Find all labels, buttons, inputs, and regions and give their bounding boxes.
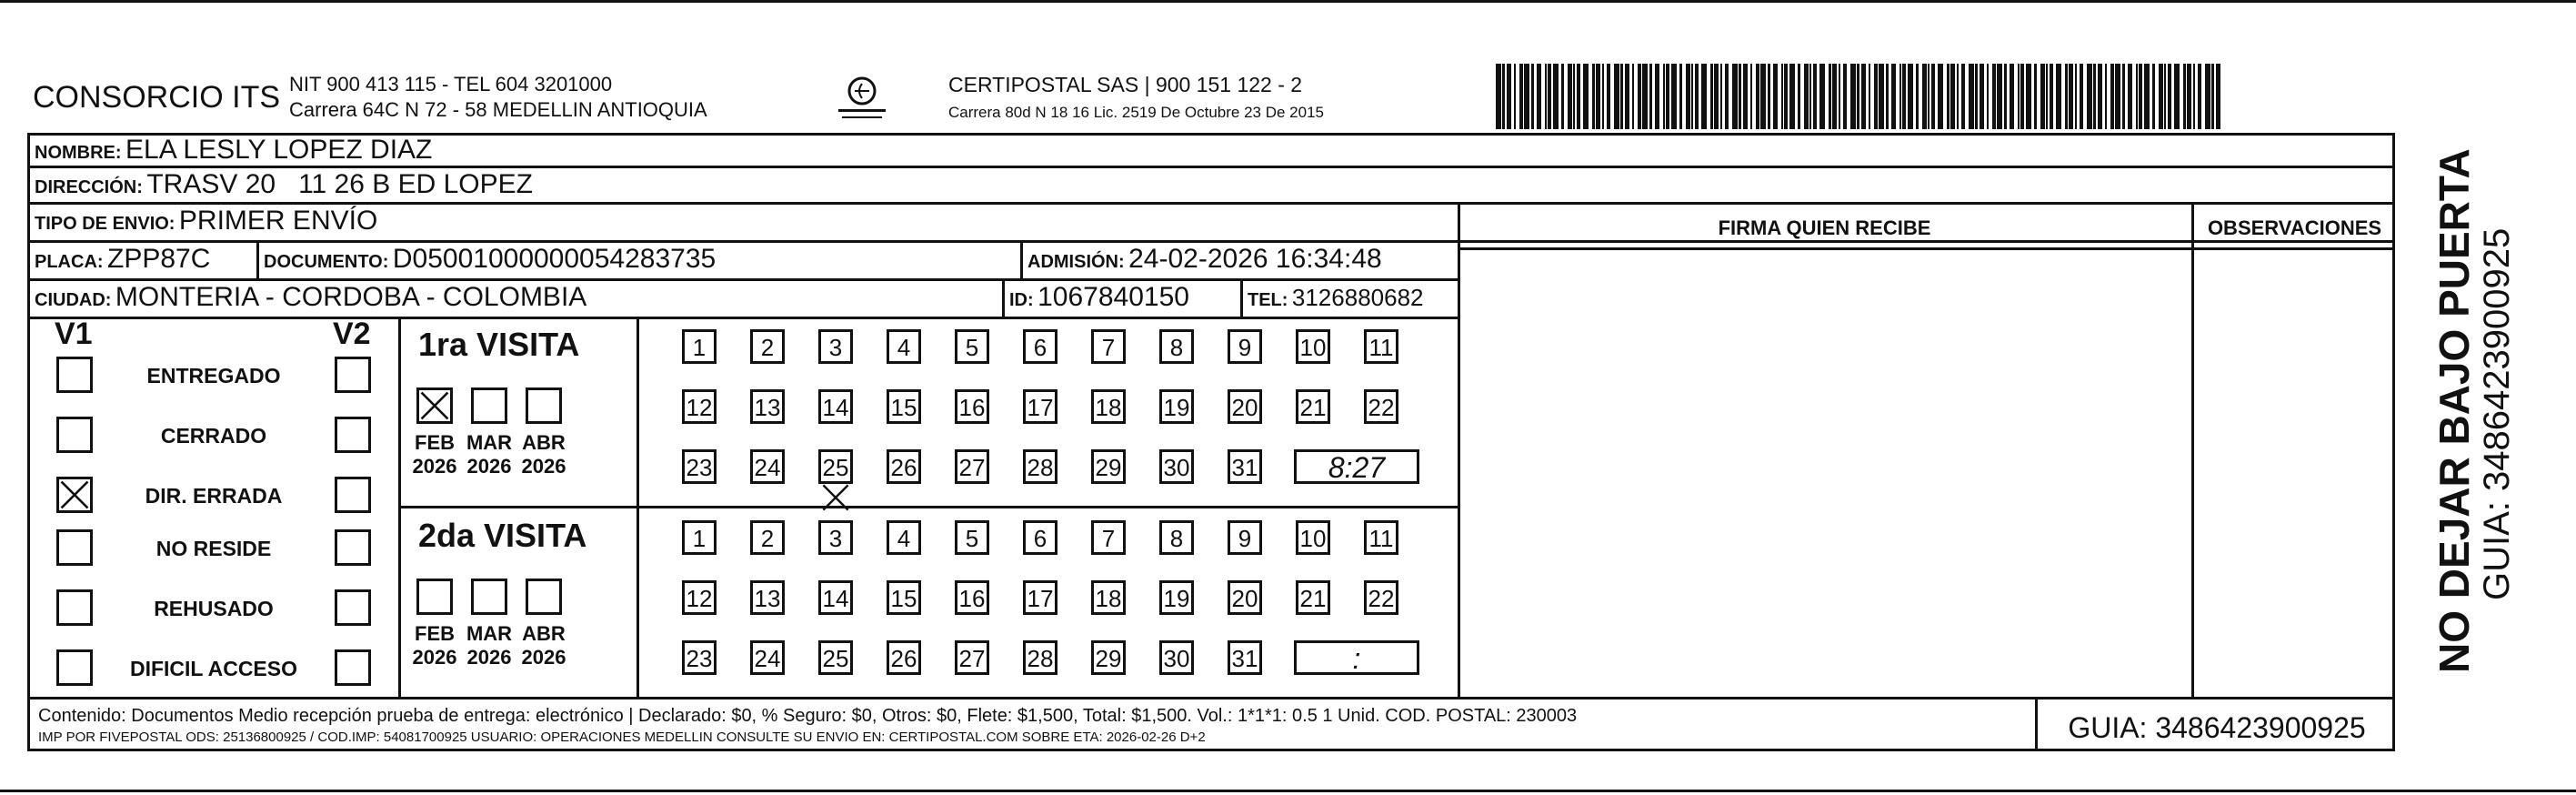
day-box[interactable]: 14 [818,389,853,424]
direccion-label: DIRECCIÓN: [35,177,143,197]
direccion-value: TRASV 20 11 26 B ED LOPEZ [146,169,533,199]
barcode-bar [2174,64,2180,129]
day-box[interactable]: 9 [1228,329,1262,364]
barcode-bar [1671,64,1677,129]
day-box[interactable]: 16 [955,580,989,615]
day-box[interactable]: 26 [887,449,921,484]
footer-guia: GUIA: 3486423900925 [2068,711,2366,744]
day-box[interactable]: 27 [955,449,989,484]
barcode-bar [1583,64,1589,129]
month-checkbox[interactable] [416,579,453,615]
firma-label: FIRMA QUIEN RECIBE [1718,216,1931,239]
day-box[interactable]: 22 [1364,389,1398,424]
day-box[interactable]: 2 [750,329,785,364]
barcode-bar [2164,64,2166,129]
status-v1-checkbox[interactable] [56,589,93,626]
barcode-bar [1663,64,1665,129]
barcode-bar [1850,64,1856,129]
status-v1-checkbox[interactable] [56,477,93,513]
month-name: FEB [415,622,455,645]
barcode-bar [1980,64,1984,129]
barcode-bar [1997,64,2002,129]
month-checkbox[interactable] [471,579,507,615]
barcode-bar [1655,64,1659,129]
barcode-bar [2198,64,2201,129]
barcode-bar [2205,64,2210,129]
status-v2-checkbox[interactable] [335,649,371,686]
month-name: MAR [466,431,513,454]
barcode-bar [1710,64,1713,129]
day-box[interactable]: 18 [1091,580,1126,615]
day-box[interactable]: 16 [955,389,989,424]
barcode-bar [2075,64,2077,129]
visit-title: 2da VISITA [418,517,587,554]
tipo-envio-field [35,206,377,236]
ciudad-value: MONTERIA - CORDOBA - COLOMBIA [115,282,587,312]
barcode-bar [2080,64,2083,129]
barcode-bar [2040,64,2045,129]
day-box[interactable]: 1 [682,329,717,364]
barcode-bar [1899,64,1901,129]
status-v1-checkbox[interactable] [56,649,93,686]
barcode-bar [1596,64,1600,129]
status-label: ENTREGADO [146,364,281,387]
x-mark-icon [821,483,850,512]
barcode-bar [1784,64,1788,129]
time-box[interactable]: : [1294,640,1419,675]
barcode-bar [1891,64,1896,129]
barcode-bar [2168,64,2171,129]
status-v1-checkbox[interactable] [56,529,93,566]
month-checkbox[interactable] [526,387,562,424]
day-box[interactable]: 30 [1159,449,1194,484]
barcode-bar [2115,64,2120,129]
day-box[interactable]: 8 [1159,329,1194,364]
barcode-bar [2105,64,2107,129]
month-label [462,431,516,478]
tipo-envio-value: PRIMER ENVÍO [178,206,378,236]
month-label [516,622,571,669]
barcode-bar [1886,64,1889,129]
documento-value: D05001000000054283735 [392,244,717,274]
barcode-bar [2183,64,2186,129]
day-box[interactable]: 10 [1296,520,1330,555]
tel-label: TEL: [1248,290,1288,310]
placa-field [35,244,210,275]
barcode-bar [1625,64,1629,129]
status-v1-checkbox[interactable] [56,417,93,453]
month-label [462,622,516,669]
day-box[interactable]: 17 [1023,580,1057,615]
time-box[interactable]: 8:27 [1294,449,1419,484]
barcode-bar [1714,64,1719,129]
company-nit: NIT 900 413 115 - TEL 604 3201000 [289,73,613,96]
day-box[interactable]: 29 [1091,449,1126,484]
barcode-bar [1931,64,1935,129]
barcode-bar [1969,64,1974,129]
barcode-bar [1743,64,1748,129]
barcode-bar [1632,64,1634,129]
barcode-bar [1760,64,1766,129]
barcode-bar [2144,64,2150,129]
barcode-bar [1829,64,1831,129]
barcode-bar [1975,64,1978,129]
barcode-bar [1548,64,1551,129]
month-checkbox[interactable] [471,387,507,424]
barcode-bar [1950,64,1955,129]
status-label: DIFICIL ACCESO [129,657,297,680]
ciudad-field [35,282,586,313]
barcode-bar [2065,64,2068,129]
barcode-bar [1869,64,1870,129]
barcode-bar [2004,64,2007,129]
barcode-bar [1832,64,1837,129]
barcode-bar [2020,64,2024,129]
barcode-bar [1691,64,1693,129]
month-checkbox[interactable] [416,387,453,424]
month-year: 2026 [412,455,457,478]
status-label: CERRADO [160,424,267,448]
barcode-bar [1614,64,1619,129]
status-v1-checkbox[interactable] [56,357,93,393]
day-box[interactable]: 20 [1228,580,1262,615]
barcode-bar [1537,64,1541,129]
barcode-bar [2139,64,2142,129]
barcode-bar [2056,64,2061,129]
carrier-address: Carrera 80d N 18 16 Lic. 2519 De Octubre 23 De 2015 [948,104,1324,121]
barcode-bar [2211,64,2214,129]
x-mark-icon [59,479,90,510]
day-box[interactable]: 31 [1228,449,1262,484]
barcode-bar [1545,64,1547,129]
documento-field [264,244,716,275]
id-field [1009,282,1189,313]
barcode-bar [1957,64,1959,129]
month-label [516,431,571,478]
barcode-bar [2098,64,2102,129]
tel-field [1248,284,1424,312]
barcode-bar [1577,64,1580,129]
barcode-bar [1813,64,1817,129]
barcode [1496,64,2223,129]
day-box[interactable]: 5 [955,520,989,555]
barcode-bar [1732,64,1738,129]
barcode-bar [1874,64,1878,129]
id-value: 1067840150 [1037,282,1189,312]
month-year: 2026 [521,646,566,669]
status-v2-checkbox[interactable] [335,417,371,453]
status-v2-checkbox[interactable] [335,477,371,513]
day-box[interactable]: 25 [818,449,853,484]
day-box[interactable]: 12 [682,580,717,615]
barcode-bar [2018,64,2020,129]
admision-value: 24-02-2026 16:34:48 [1128,244,1382,274]
barcode-bar [1902,64,1906,129]
barcode-bar [1809,64,1811,129]
barcode-bar [2050,64,2053,129]
barcode-bar [1507,64,1511,129]
nombre-field [35,135,432,166]
status-label: DIR. ERRADA [145,484,283,508]
firma-area[interactable] [1460,250,2191,696]
barcode-bar [1620,64,1623,129]
certipostal-logo [835,71,889,126]
day-box[interactable]: 4 [887,520,921,555]
month-name: ABR [522,622,566,645]
barcode-bar [2136,64,2138,129]
barcode-bar [2110,64,2114,129]
side-guia-text: GUIA: 3486423900925 [2477,227,2517,600]
barcode-bar [1947,64,1950,129]
day-box[interactable]: 28 [1023,640,1057,675]
nombre-label: NOMBRE: [35,143,122,163]
day-box[interactable]: 12 [682,389,717,424]
barcode-bar [1922,64,1927,129]
barcode-bar [1607,64,1610,129]
day-box[interactable]: 13 [750,580,785,615]
day-box[interactable]: 7 [1091,520,1126,555]
x-mark-icon [419,390,450,421]
barcode-bar [1916,64,1919,129]
barcode-bar [2152,64,2155,129]
day-box[interactable]: 24 [750,449,785,484]
month-year: 2026 [466,646,512,669]
observaciones-label: OBSERVACIONES [2207,216,2382,239]
barcode-bar [1857,64,1859,129]
top-border [0,0,2576,3]
barcode-bar [1768,64,1770,129]
barcode-bar [1531,64,1534,129]
barcode-bar [2128,64,2132,129]
status-label: NO RESIDE [155,537,272,560]
day-box[interactable]: 11 [1364,520,1398,555]
bottom-border [0,790,2576,792]
direccion-field [35,169,533,200]
barcode-bar [1739,64,1741,129]
barcode-bar [1928,64,1929,129]
day-box[interactable]: 19 [1159,389,1194,424]
day-box[interactable]: 25 [818,640,853,675]
barcode-bar [1573,64,1575,129]
side-warning-text: NO DEJAR BAJO PUERTA [2431,148,2478,673]
day-box[interactable]: 4 [887,329,921,364]
day-box[interactable]: 21 [1296,389,1330,424]
month-year: 2026 [412,646,457,669]
barcode-bar [1843,64,1847,129]
barcode-bar [1756,64,1759,129]
company-name: CONSORCIO ITS [33,80,281,115]
barcode-bar [1725,64,1729,129]
day-box[interactable]: 23 [682,640,717,675]
barcode-bar [1879,64,1884,129]
day-box[interactable]: 10 [1296,329,1330,364]
day-box[interactable]: 3 [818,329,853,364]
barcode-bar [2122,64,2125,129]
day-box[interactable]: 30 [1159,640,1194,675]
month-year: 2026 [466,455,512,478]
status-v2-checkbox[interactable] [335,589,371,626]
barcode-bar [1819,64,1825,129]
day-box[interactable]: 7 [1091,329,1126,364]
barcode-bar [1602,64,1604,129]
day-box[interactable]: 6 [1023,329,1057,364]
barcode-bar [1642,64,1648,129]
ciudad-label: CIUDAD: [35,290,112,310]
barcode-bar [1938,64,1943,129]
barcode-bar [1496,64,1501,129]
barcode-bar [1679,64,1682,129]
barcode-bar [2069,64,2073,129]
barcode-bar [1568,64,1572,129]
day-box[interactable]: 26 [887,640,921,675]
visit-title: 1ra VISITA [418,326,580,363]
barcode-bar [1789,64,1795,129]
barcode-bar [1638,64,1641,129]
day-box[interactable]: 20 [1228,389,1262,424]
v2-label: V2 [333,317,371,351]
day-box[interactable]: 19 [1159,580,1194,615]
day-box[interactable]: 27 [955,640,989,675]
barcode-bar [1666,64,1669,129]
barcode-bar [1804,64,1809,129]
side-warning [2401,148,2576,673]
barcode-bar [1908,64,1913,129]
barcode-bar [1701,64,1707,129]
day-box[interactable]: 21 [1296,580,1330,615]
footer-print-line: IMP POR FIVEPOSTAL ODS: 25136800925 / COD.IMP: 54081700925 USUARIO: OPERACIONES MEDELLIN CONSULTE SU ENVIO EN: CERTIPOSTAL.COM SOBRE ETA: 2026-02-26 D+2 [38,730,1206,745]
barcode-bar [1519,64,1523,129]
day-box[interactable]: 9 [1228,520,1262,555]
barcode-bar [1773,64,1778,129]
footer-content-line: Contenido: Documentos Medio recepción prueba de entrega: electrónico | Declarado: $0, % Seguro: $0, Otros: $0, Flete: $1,500, Total: $1,500. Vol.: 1*1*1: 0.5 1 Unid. COD. POSTAL: 230003 [38,706,1578,726]
barcode-bar [1861,64,1866,129]
day-box[interactable]: 22 [1364,580,1398,615]
observaciones-area[interactable] [2194,250,2395,696]
barcode-bar [1649,64,1652,129]
barcode-bar [2159,64,2163,129]
day-box[interactable]: 6 [1023,520,1057,555]
day-box[interactable]: 28 [1023,449,1057,484]
barcode-bar [1839,64,1840,129]
barcode-bar [2216,64,2220,129]
day-box[interactable]: 8 [1159,520,1194,555]
barcode-bar [1514,64,1516,129]
month-label [407,622,462,669]
company-address: Carrera 64C N 72 - 58 MEDELLIN ANTIOQUIA [289,98,707,121]
month-name: ABR [522,431,566,454]
barcode-bar [2093,64,2096,129]
id-label: ID: [1009,290,1034,310]
month-checkbox[interactable] [526,579,562,615]
barcode-bar [1798,64,1800,129]
barcode-bar [1987,64,1989,129]
barcode-bar [1750,64,1752,129]
status-v2-checkbox[interactable] [335,529,371,566]
day-box[interactable]: 13 [750,389,785,424]
day-box[interactable]: 5 [955,329,989,364]
barcode-bar [2187,64,2191,129]
day-box[interactable]: 14 [818,580,853,615]
day-box[interactable]: 29 [1091,640,1126,675]
barcode-bar [2034,64,2037,129]
status-label: REHUSADO [154,597,274,620]
day-box[interactable]: 3 [818,520,853,555]
admision-label: ADMISIÓN: [1027,252,1125,272]
month-year: 2026 [521,455,566,478]
barcode-bar [2010,64,2014,129]
status-v2-checkbox[interactable] [335,357,371,393]
day-box[interactable]: 17 [1023,389,1057,424]
barcode-bar [1553,64,1559,129]
month-label [407,431,462,478]
tel-value: 3126880682 [1291,284,1424,311]
barcode-bar [1781,64,1783,129]
day-box[interactable]: 15 [887,580,921,615]
day-box[interactable]: 18 [1091,389,1126,424]
barcode-bar [2026,64,2031,129]
month-name: MAR [466,622,513,645]
barcode-bar [1686,64,1690,129]
day-box[interactable]: 15 [887,389,921,424]
tipo-envio-label: TIPO DE ENVIO: [35,214,175,234]
day-box[interactable]: 31 [1228,640,1262,675]
day-box[interactable]: 1 [682,520,717,555]
barcode-bar [2046,64,2048,129]
day-box[interactable]: 2 [750,520,785,555]
barcode-bar [1524,64,1529,129]
admision-field [1027,244,1382,275]
carrier-name: CERTIPOSTAL SAS | 900 151 122 - 2 [948,73,1303,96]
barcode-bar [1695,64,1699,129]
day-box[interactable]: 24 [750,640,785,675]
placa-value: ZPP87C [107,244,211,274]
barcode-bar [1561,64,1564,129]
day-box[interactable]: 11 [1364,329,1398,364]
barcode-bar [2193,64,2195,129]
barcode-bar [1720,64,1722,129]
barcode-bar [1592,64,1595,129]
barcode-bar [2087,64,2092,129]
documento-label: DOCUMENTO: [264,252,389,272]
barcode-bar [1502,64,1505,129]
day-box[interactable]: 23 [682,449,717,484]
v1-label: V1 [55,317,93,351]
nombre-value: ELA LESLY LOPEZ DIAZ [125,135,433,165]
barcode-bar [1992,64,1996,129]
barcode-bar [1961,64,1965,129]
month-name: FEB [415,431,455,454]
placa-label: PLACA: [35,252,104,272]
